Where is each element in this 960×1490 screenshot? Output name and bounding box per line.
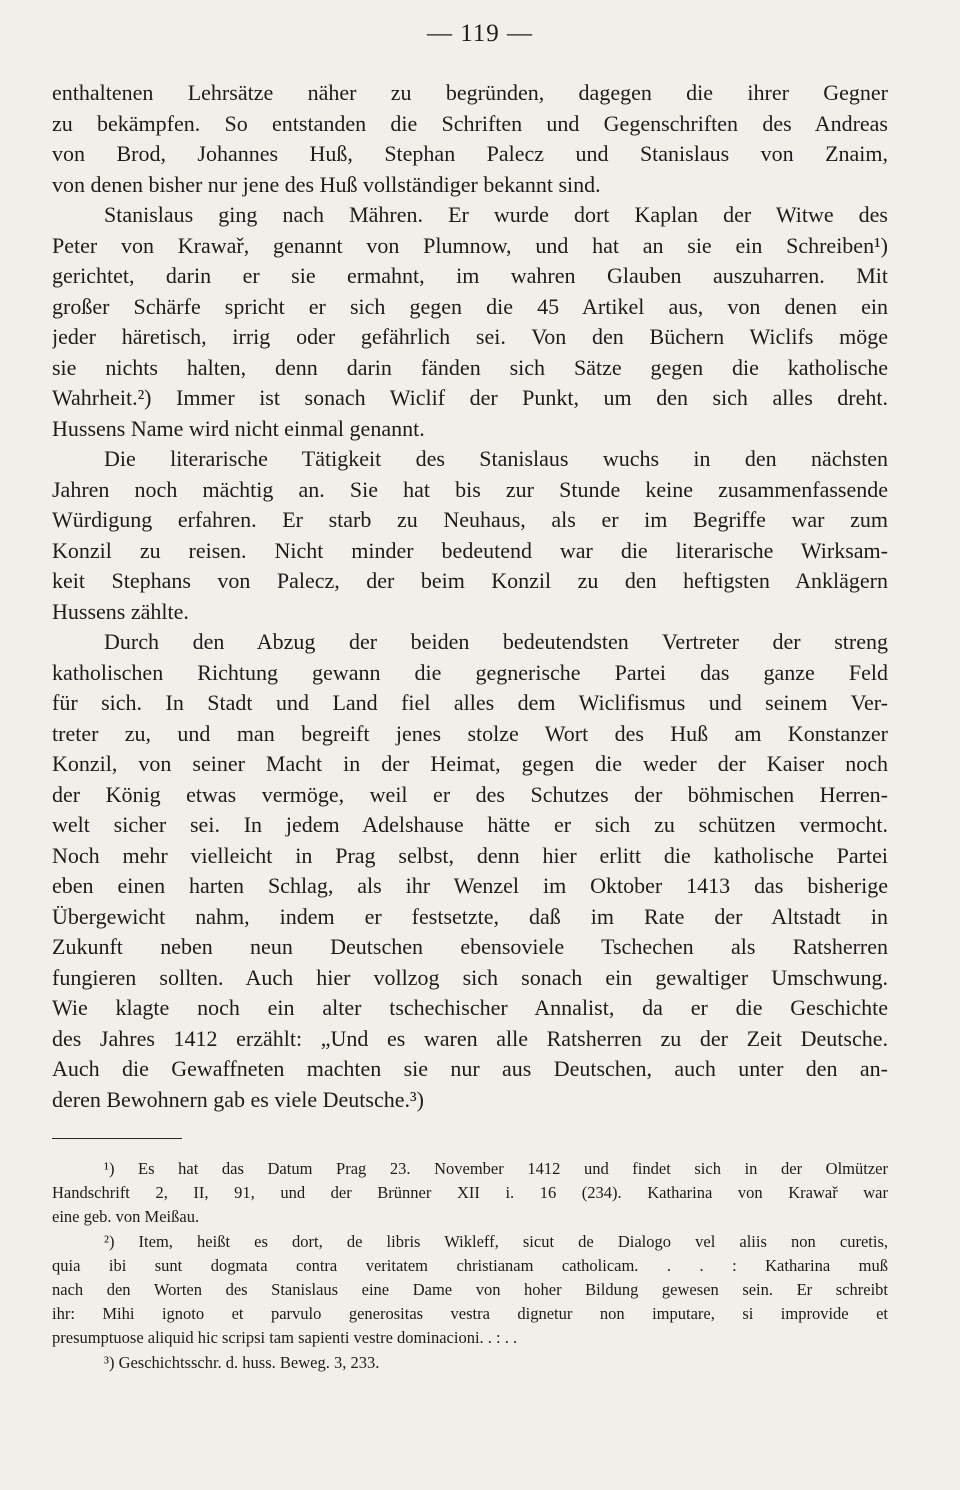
text-line: sie nichts halten, denn darin fänden sich Sätze gegen die katholische [52,354,888,380]
footnote-line: ³) Geschichtsschr. d. huss. Beweg. 3, 233. [104,1352,380,1372]
text-line: von Brod, Johannes Huß, Stephan Palecz und Stanislaus von Znaim, [52,141,888,166]
text-line: welt sicher sei. In jedem Adelshause hätte er sich zu schützen vermocht. [52,812,888,837]
text-line: Peter von Krawař, genannt von Plumnow, und hat an sie ein Schreiben¹) [52,232,888,258]
footnote-line: quia ibi sunt dogmata contra veritatem christianam catholicam. . . : Katharina muß [52,1255,888,1275]
text-line: Die literarische Tätigkeit des Stanislaus wuchs in den nächsten [104,446,888,471]
text-line: eben einen harten Schlag, als ihr Wenzel im Oktober 1413 das bisherige [52,873,888,898]
text-line: Würdigung erfahren. Er starb zu Neuhaus, als er im Begriffe war zum [52,507,888,532]
footnote-line: ihr: Mihi ignoto et parvulo generositas vestra dignetur non imputare, si improvide et [52,1304,888,1324]
text-line: Hussens Name wird nicht einmal genannt. [52,415,425,441]
text-line: Hussens zählte. [52,598,189,624]
text-line: Wie klagte noch ein alter tschechischer Annalist, da er die Geschichte [52,995,888,1020]
text-line: Durch den Abzug der beiden bedeutendsten Vertreter der streng [104,629,888,654]
text-line: Wahrheit.²) Immer ist sonach Wiclif der Punkt, um den sich alles dreht. [52,385,888,410]
footnote-line: ²) Item, heißt es dort, de libris Wikleff, sicut de Dialogo vel aliis non curetis, [104,1231,888,1251]
text-line: katholischen Richtung gewann die gegnerische Partei das ganze Feld [52,659,888,685]
text-line: des Jahres 1412 erzählt: „Und es waren alle Ratsherren zu der Zeit Deutsche. [52,1025,888,1051]
text-line: deren Bewohnern gab es viele Deutsche.³) [52,1086,424,1112]
footnote-line: presumptuose aliquid hic scripsi tam sapienti vestre dominacioni. . : . . [52,1328,518,1348]
text-line: für sich. In Stadt und Land fiel alles dem Wiclifismus und seinem Ver- [52,690,888,715]
footnote-line: eine geb. von Meißau. [52,1207,200,1227]
page-number: — 119 — [426,20,534,47]
text-line: enthaltenen Lehrsätze näher zu begründen, dagegen die ihrer Gegner [52,80,888,105]
main-text [52,78,888,1115]
footnote-line: Handschrift 2, II, 91, und der Brünner XII i. 16 (234). Katharina von Krawař war [52,1183,888,1203]
text-line: Stanislaus ging nach Mähren. Er wurde dort Kaplan der Witwe des [104,202,888,227]
text-line: treter zu, und man begreift jenes stolze Wort des Huß am Konstanzer [52,720,888,746]
text-line: fungieren sollten. Auch hier vollzog sich sonach ein gewaltiger Umschwung. [52,964,888,990]
footnote-line: ¹) Es hat das Datum Prag 23. November 1412 und findet sich in der Olmützer [104,1159,888,1178]
text-line: Konzil zu reisen. Nicht minder bedeutend war die literarische Wirksam- [52,537,888,563]
text-line: gerichtet, darin er sie ermahnt, im wahren Glauben auszuharren. Mit [52,263,888,288]
text-line: keit Stephans von Palecz, der beim Konzil zu den heftigsten Anklägern [52,568,888,593]
text-line: Übergewicht nahm, indem er festsetzte, daß im Rate der Altstadt in [52,903,888,929]
footnote-line: nach den Worten des Stanislaus eine Dame von hoher Bildung gewesen sein. Er schreibt [52,1279,888,1299]
footnote-separator [52,1138,182,1139]
text-line: jeder häretisch, irrig oder gefährlich sei. Von den Büchern Wiclifs möge [52,324,888,349]
text-line: Konzil, von seiner Macht in der Heimat, gegen die weder der Kaiser noch [52,751,888,776]
text-line: von denen bisher nur jene des Huß vollständiger bekannt sind. [52,171,601,197]
text-line: Noch mehr vielleicht in Prag selbst, denn hier erlitt die katholische Partei [52,842,888,868]
text-line: Auch die Gewaffneten machten sie nur aus Deutschen, auch unter den an- [52,1056,888,1081]
text-line: großer Schärfe spricht er sich gegen die 45 Artikel aus, von denen ein [52,293,888,319]
text-line: Zukunft neben neun Deutschen ebensoviele Tschechen als Ratsherren [52,934,888,959]
text-line: der König etwas vermöge, weil er des Schutzes der böhmischen Herren- [52,781,888,807]
footnotes [52,1157,888,1375]
text-line: zu bekämpfen. So entstanden die Schriften und Gegenschriften des Andreas [52,110,888,136]
text-line: Jahren noch mächtig an. Sie hat bis zur Stunde keine zusammenfassende [52,476,888,502]
